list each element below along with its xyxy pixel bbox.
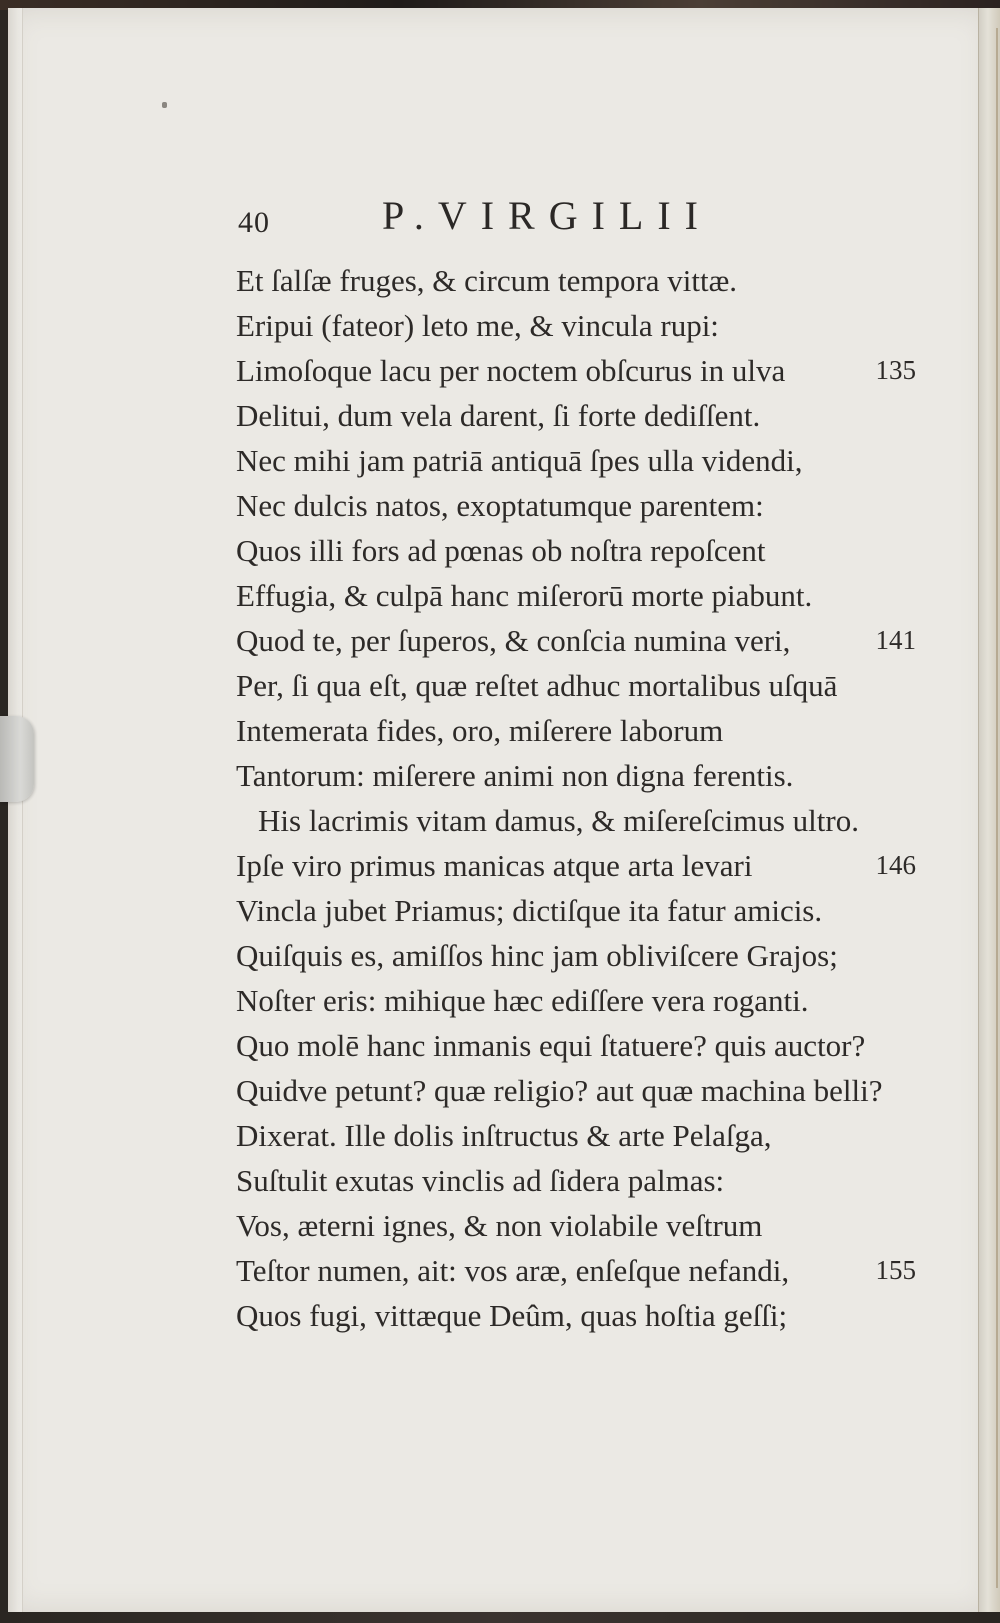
- verse-text: Dixerat. Ille dolis inſtructus & arte Pelaſga,: [236, 1118, 772, 1153]
- verse-text: Quiſquis es, amiſſos hinc jam obliviſcere Grajos;: [236, 938, 838, 973]
- page-fore-edge: [978, 8, 1000, 1613]
- verse-text: Et ſalſæ fruges, & circum tempora vittæ.: [236, 263, 738, 298]
- verse-text: Tantorum: miſerere animi non digna ferentis.: [236, 758, 794, 793]
- verse-line: [236, 798, 916, 843]
- verse-line: [236, 1248, 916, 1293]
- verse-line: [236, 483, 916, 528]
- verse-line: [236, 1293, 916, 1338]
- verse-text: Noſter eris: mihique hæc ediſſere vera roganti.: [236, 983, 809, 1018]
- verse-text: Intemerata fides, oro, miſerere laborum: [236, 713, 724, 748]
- verse-text: Delitui, dum vela darent, ſi forte dediſſent.: [236, 398, 761, 433]
- verse-line: [236, 303, 916, 348]
- verse-text: Nec dulcis natos, exoptatumque parentem:: [236, 488, 764, 523]
- verse-text: Eripui (fateor) leto me, & vincula rupi:: [236, 308, 719, 343]
- verse-line: [236, 1068, 916, 1113]
- page-clip: [0, 716, 34, 802]
- verse-block: [236, 258, 916, 1338]
- verse-text: Nec mihi jam patriā antiquā ſpes ulla videndi,: [236, 443, 803, 478]
- verse-line: [236, 708, 916, 753]
- verse-line: [236, 1023, 916, 1068]
- verse-line: [236, 1203, 916, 1248]
- line-number: 146: [875, 850, 916, 880]
- line-number: 141: [875, 625, 916, 655]
- verse-line: [236, 618, 916, 663]
- verse-text: Quos fugi, vittæque Deûm, quas hoſtia geſſi;: [236, 1298, 788, 1333]
- verse-line: [236, 1158, 916, 1203]
- verse-text: Quidve petunt? quæ religio? aut quæ machina belli?: [236, 1073, 883, 1108]
- verse-line: [236, 978, 916, 1023]
- verse-line: [236, 1113, 916, 1158]
- verse-line: [236, 663, 916, 708]
- verse-text: Teſtor numen, ait: vos aræ, enſeſque nefandi,: [236, 1253, 790, 1288]
- verse-line: [236, 888, 916, 933]
- ink-speck: [162, 102, 167, 108]
- verse-line: [236, 933, 916, 978]
- verse-line: [236, 753, 916, 798]
- verse-text: Ipſe viro primus manicas atque arta levari: [236, 848, 753, 883]
- page-number: 40: [238, 206, 270, 239]
- verse-text: Suſtulit exutas vinclis ad ſidera palmas:: [236, 1163, 725, 1198]
- book-bottom-edge: [0, 1612, 1000, 1623]
- verse-text: Quo molē hanc inmanis equi ſtatuere? quis auctor?: [236, 1028, 866, 1063]
- verse-text: His lacrimis vitam damus, & miſereſcimus ultro.: [258, 803, 859, 838]
- line-number: 155: [875, 1255, 916, 1285]
- verse-line: [236, 258, 916, 303]
- verse-text: Vincla jubet Priamus; dictiſque ita fatur amicis.: [236, 893, 823, 928]
- verse-line: [236, 438, 916, 483]
- verse-text: Vos, æterni ignes, & non violabile veſtrum: [236, 1208, 763, 1243]
- verse-line: [236, 843, 916, 888]
- verse-text: Per, ſi qua eſt, quæ reſtet adhuc mortalibus uſquā: [236, 668, 838, 703]
- running-head: P.VIRGILII: [382, 193, 712, 238]
- fore-edge-line: [996, 28, 998, 1588]
- verse-line: [236, 393, 916, 438]
- verse-text: Quos illi fors ad pœnas ob noſtra repoſcent: [236, 533, 766, 568]
- verse-line: [236, 528, 916, 573]
- verse-text: Effugia, & culpā hanc miſerorū morte piabunt.: [236, 578, 813, 613]
- line-number: 135: [875, 355, 916, 385]
- verse-line: [236, 573, 916, 618]
- verse-text: Quod te, per ſuperos, & conſcia numina veri,: [236, 623, 791, 658]
- page-gutter: [8, 8, 23, 1613]
- verse-line: [236, 348, 916, 393]
- verse-text: Limoſoque lacu per noctem obſcurus in ulva: [236, 353, 786, 388]
